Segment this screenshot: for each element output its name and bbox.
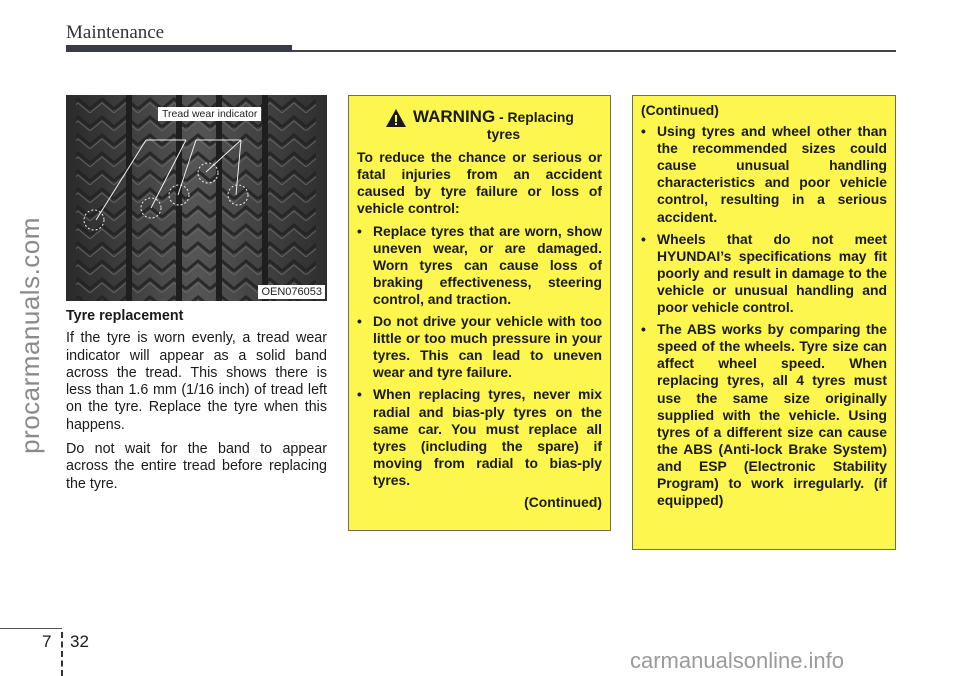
list-item-text: The ABS works by comparing the speed of the wheels. Tyre size can affect wheel speed. When replacing tyres, all 4 tyres must use the same size originally supplied with the vehicle. Using tyres of a different size can cause the ABS (Anti-lock Brake System) and ESP (Electronic Stability Program) to work irregularly. (if equipped) [657, 321, 887, 509]
chapter-number: 7 [42, 632, 52, 651]
tyre-replacement-heading: Tyre replacement [66, 308, 184, 324]
side-watermark: procarmanuals.com [14, 217, 45, 454]
page-number: 32 [70, 632, 89, 651]
bottom-watermark: carmanualsonline.info [630, 648, 845, 673]
warning-bullet-list [357, 223, 602, 489]
list-item: • Using tyres and wheel other than the recommended sizes could cause unusual handling characteristics and poor vehicle control, resulting in a serious accident. [641, 123, 887, 225]
warning-title-block [413, 108, 574, 143]
list-item-text: Replace tyres that are worn, show uneven wear, or are damaged. Worn tyres can cause loss of braking effectiveness, steering control, and traction. [373, 222, 602, 307]
tyre-replacement-paragraph: If the tyre is worn evenly, a tread wear indicator will appear as a solid band across the tread. This shows there is less than 1.6 mm (1/16 inch) of tread left on the tyre. Replace the tyre when this happens. [66, 330, 327, 433]
list-item: • Do not drive your vehicle with too little or too much pressure in your tyres. This can lead to uneven wear and tyre failure. [357, 313, 602, 381]
warning-triangle-icon [385, 108, 407, 128]
list-item-text: Wheels that do not meet HYUNDAI’s specifications may fit poorly and result in damage to the vehicle or unusual handling and poor vehicle control. [657, 230, 887, 316]
warning-box [348, 95, 611, 531]
tyre-tread-illustration [66, 95, 327, 301]
list-item: • Replace tyres that are worn, show uneven wear, or are damaged. Worn tyres can cause loss of braking effectiveness, steering control, and traction. [357, 222, 602, 307]
continued-label: (Continued) [524, 493, 602, 510]
list-item-text: Using tyres and wheel other than the recommended sizes could cause unusual handling characteristics and poor vehicle control, resulting in a serious accident. [657, 123, 887, 225]
footer-divider [61, 632, 63, 676]
warning-subtitle: - Replacing [499, 109, 574, 125]
continued-bullet-list [641, 123, 887, 509]
tyre-figure [66, 95, 327, 301]
list-item-text: Do not drive your vehicle with too little or too much pressure in your tyres. This can lead to uneven wear and tyre failure. [373, 313, 602, 381]
warning-header [357, 108, 602, 143]
continued-label: (Continued) [641, 102, 719, 118]
list-item-text: When replacing tyres, never mix radial and bias-ply tyres on the same car. You must replace all tyres (including the spare) if moving from radial to bias-ply tyres. [373, 386, 602, 488]
figure-code: OEN076053 [258, 285, 325, 299]
footer-rule [0, 628, 62, 629]
list-item: • When replacing tyres, never mix radial and bias-ply tyres on the same car. You must replace all tyres (including the spare) if moving from radial to bias-ply tyres. [357, 386, 602, 488]
warning-title: WARNING [413, 107, 496, 126]
section-title: Maintenance [66, 22, 165, 43]
warning-subtitle-line2: tyres [486, 126, 521, 143]
tyre-replacement-section [66, 308, 327, 500]
tread-wear-indicator-callout: Tread wear indicator [158, 107, 261, 121]
list-item: • The ABS works by comparing the speed of the wheels. Tyre size can affect wheel speed. When replacing tyres, all 4 tyres must use the same size originally supplied with the vehicle. Using tyres of a different size can cause the ABS (Anti-lock Brake System) and ESP (Electronic Stability Program) to work irregularly. (if equipped) [641, 321, 887, 509]
warning-intro: To reduce the chance or serious or fatal injuries from an accident caused by tyre failure or loss of vehicle control: [357, 149, 602, 217]
list-item: • Wheels that do not meet HYUNDAI’s specifications may fit poorly and result in damage to the vehicle or unusual handling and poor vehicle control. [641, 230, 887, 316]
tyre-replacement-paragraph: Do not wait for the band to appear across the entire tread before replacing the tyre. [66, 441, 327, 492]
header-accent-bar [66, 45, 292, 52]
continued-warning-box [632, 95, 896, 550]
